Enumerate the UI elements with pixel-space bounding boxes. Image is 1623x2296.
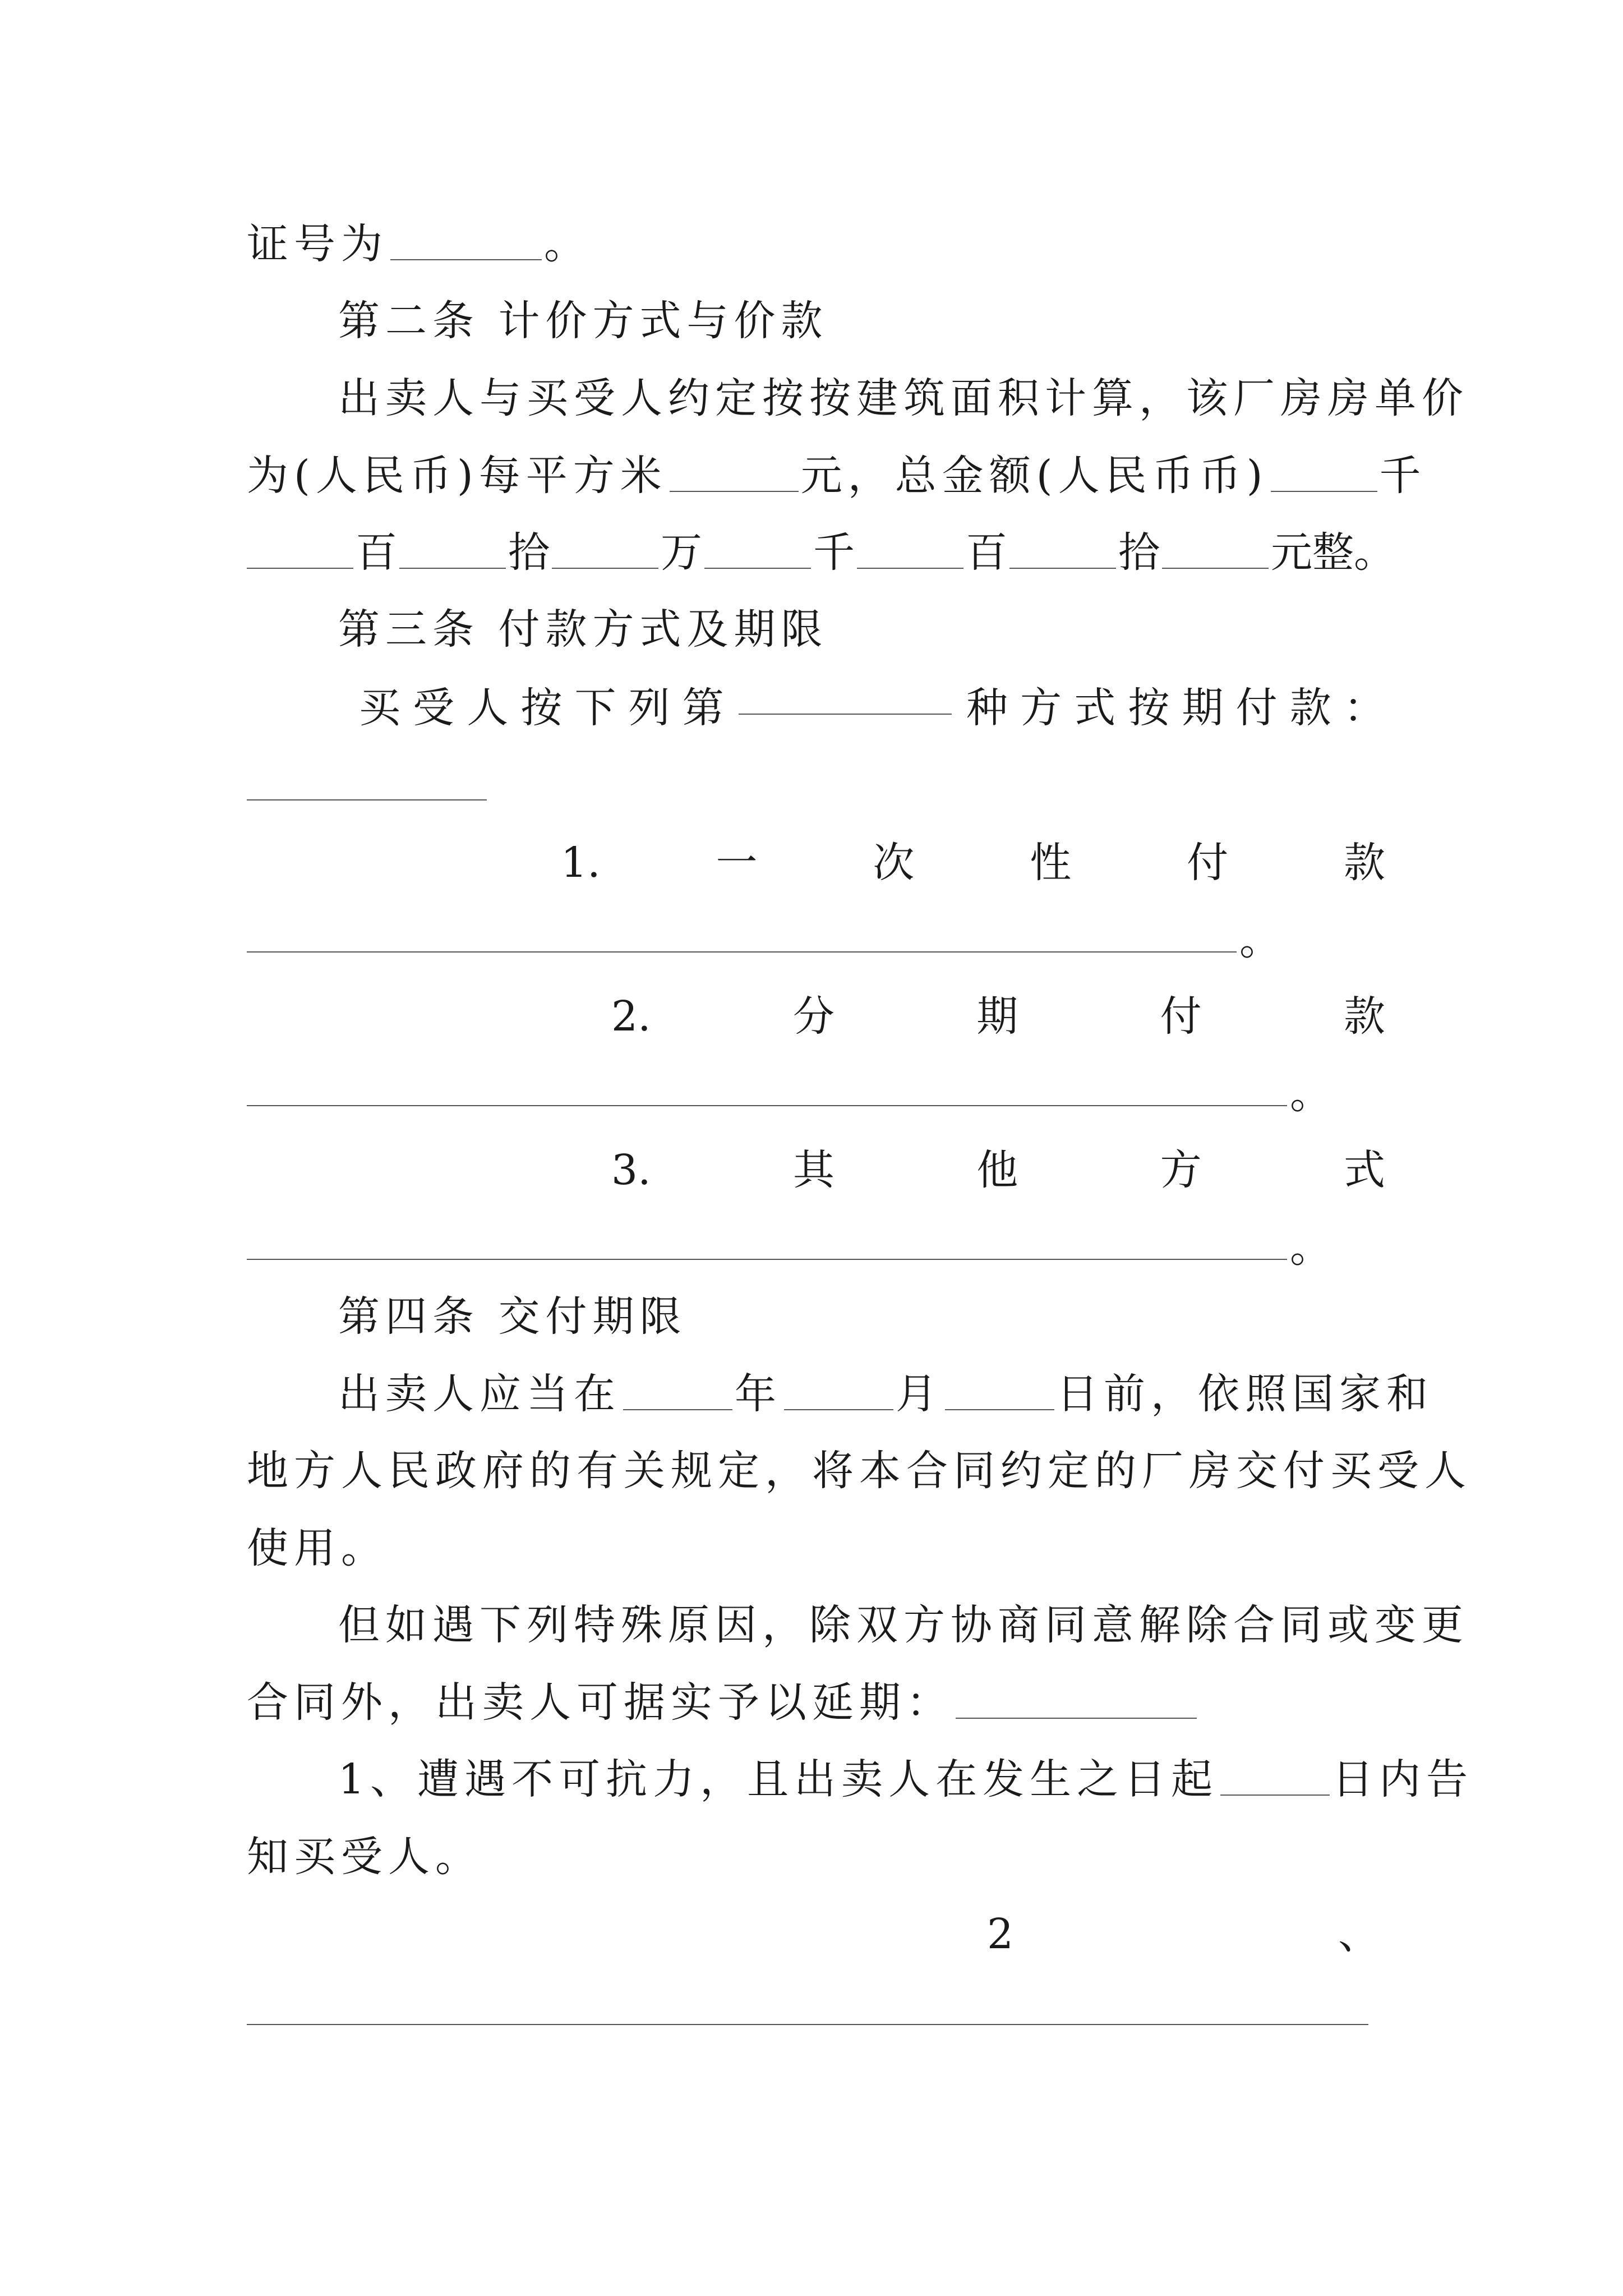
paragraph-line bbox=[338, 1366, 1433, 1422]
paragraph-line bbox=[247, 1674, 1385, 1731]
paragraph-line: 知买受人。 bbox=[247, 1833, 482, 1881]
unit: 百 bbox=[356, 528, 397, 577]
period: 。 bbox=[1290, 1070, 1337, 1118]
paragraph-line bbox=[247, 448, 1427, 504]
fill-blank-line bbox=[247, 1105, 1287, 1106]
unit: 百 bbox=[966, 528, 1007, 577]
char: 付 bbox=[1160, 992, 1202, 1041]
char: 式 bbox=[1074, 684, 1116, 732]
char: 第 bbox=[682, 684, 724, 732]
char: 付 bbox=[1187, 839, 1229, 887]
unit: 万 bbox=[661, 528, 702, 577]
char: 种 bbox=[966, 684, 1008, 732]
char: 买 bbox=[359, 684, 400, 732]
char: 款 bbox=[1343, 839, 1385, 887]
fill-blank-line bbox=[247, 1259, 1287, 1260]
text: 。 bbox=[544, 220, 591, 268]
char: 性 bbox=[1030, 839, 1072, 887]
fill-blank bbox=[623, 1375, 732, 1410]
article-2-title: 第二条 计价方式与价款 bbox=[338, 297, 828, 345]
paragraph-line: 地方人民政府的有关规定，将本合同约定的厂房交付买受人 bbox=[247, 1447, 1472, 1495]
char: 款 bbox=[1343, 992, 1385, 1041]
fill-blank bbox=[704, 534, 811, 569]
char: 其 bbox=[792, 1146, 834, 1194]
unit: 拾 bbox=[508, 528, 550, 577]
fill-blank bbox=[1009, 534, 1116, 569]
char: ： bbox=[1343, 684, 1385, 732]
char: 式 bbox=[1343, 1146, 1385, 1194]
amount-units-line bbox=[247, 524, 1395, 581]
fill-blank bbox=[1220, 1761, 1330, 1796]
char: 期 bbox=[1182, 684, 1224, 732]
fill-blank bbox=[390, 226, 542, 260]
char: 下 bbox=[574, 684, 616, 732]
option-number: 2. bbox=[611, 992, 651, 1041]
article-3-title: 第三条 付款方式及期限 bbox=[338, 605, 828, 654]
text: 元整。 bbox=[1271, 528, 1395, 577]
char: 方 bbox=[1020, 684, 1062, 732]
option-number: 3. bbox=[611, 1146, 651, 1194]
fill-blank-line bbox=[247, 951, 1237, 953]
item-number: 2 bbox=[987, 1910, 1014, 1958]
paragraph-line: 使用。 bbox=[247, 1524, 388, 1572]
fill-blank bbox=[784, 1375, 893, 1410]
option-number: 1. bbox=[561, 839, 601, 887]
text: 出卖人应当在 bbox=[338, 1370, 621, 1418]
paragraph-line: 但如遇下列特殊原因，除双方协商同意解除合同或变更 bbox=[338, 1601, 1469, 1649]
unit: 千 bbox=[813, 528, 855, 577]
text: 千 bbox=[1379, 452, 1427, 500]
item-2-line bbox=[987, 1906, 1380, 1962]
fill-blank bbox=[1271, 457, 1377, 492]
char: 方 bbox=[1160, 1146, 1202, 1194]
text: 日内告 bbox=[1332, 1755, 1474, 1803]
fill-blank bbox=[670, 457, 799, 492]
fill-blank bbox=[956, 1684, 1197, 1719]
fill-blank bbox=[552, 534, 658, 569]
fill-blank-line bbox=[247, 799, 487, 800]
option-3-line bbox=[611, 1142, 1385, 1198]
char: 人 bbox=[467, 684, 509, 732]
paragraph-line: 出卖人与买受人约定按按建筑面积计算，该厂房房单价 bbox=[338, 374, 1469, 422]
text: 1、遭遇不可抗力，且出卖人在发生之日起 bbox=[338, 1755, 1219, 1803]
char: 按 bbox=[520, 684, 562, 732]
fill-blank bbox=[857, 534, 963, 569]
char: 受 bbox=[413, 684, 455, 732]
fill-blank-line bbox=[247, 2024, 1368, 2025]
char: 他 bbox=[976, 1146, 1018, 1194]
text: 月 bbox=[896, 1370, 943, 1418]
text: 元，总金额(人民币币) bbox=[800, 452, 1269, 500]
char: 列 bbox=[628, 684, 670, 732]
separator: 、 bbox=[1338, 1910, 1380, 1958]
text: 为(人民币)每平方米 bbox=[247, 452, 667, 500]
article-4-title: 第四条 交付期限 bbox=[338, 1292, 687, 1341]
period: 。 bbox=[1290, 1223, 1337, 1272]
period: 。 bbox=[1239, 916, 1287, 964]
char: 分 bbox=[792, 992, 834, 1041]
fill-blank bbox=[1162, 534, 1269, 569]
char: 款 bbox=[1289, 684, 1331, 732]
text: 年 bbox=[735, 1370, 782, 1418]
fill-blank bbox=[399, 534, 506, 569]
char: 一 bbox=[716, 839, 758, 887]
fill-blank bbox=[739, 680, 952, 715]
char: 按 bbox=[1128, 684, 1170, 732]
text: 证号为 bbox=[247, 220, 388, 268]
option-2-line bbox=[611, 988, 1385, 1045]
paragraph-line bbox=[247, 216, 1385, 272]
char: 次 bbox=[873, 839, 915, 887]
char: 付 bbox=[1235, 684, 1278, 732]
justified-line bbox=[359, 680, 1385, 736]
text: 日前，依照国家和 bbox=[1057, 1370, 1433, 1418]
fill-blank bbox=[945, 1375, 1054, 1410]
char: 期 bbox=[976, 992, 1018, 1041]
fill-blank bbox=[247, 534, 353, 569]
paragraph-line bbox=[338, 1751, 1474, 1807]
option-1-line bbox=[561, 835, 1385, 891]
unit: 拾 bbox=[1118, 528, 1160, 577]
text: 合同外，出卖人可据实予以延期： bbox=[247, 1678, 953, 1727]
